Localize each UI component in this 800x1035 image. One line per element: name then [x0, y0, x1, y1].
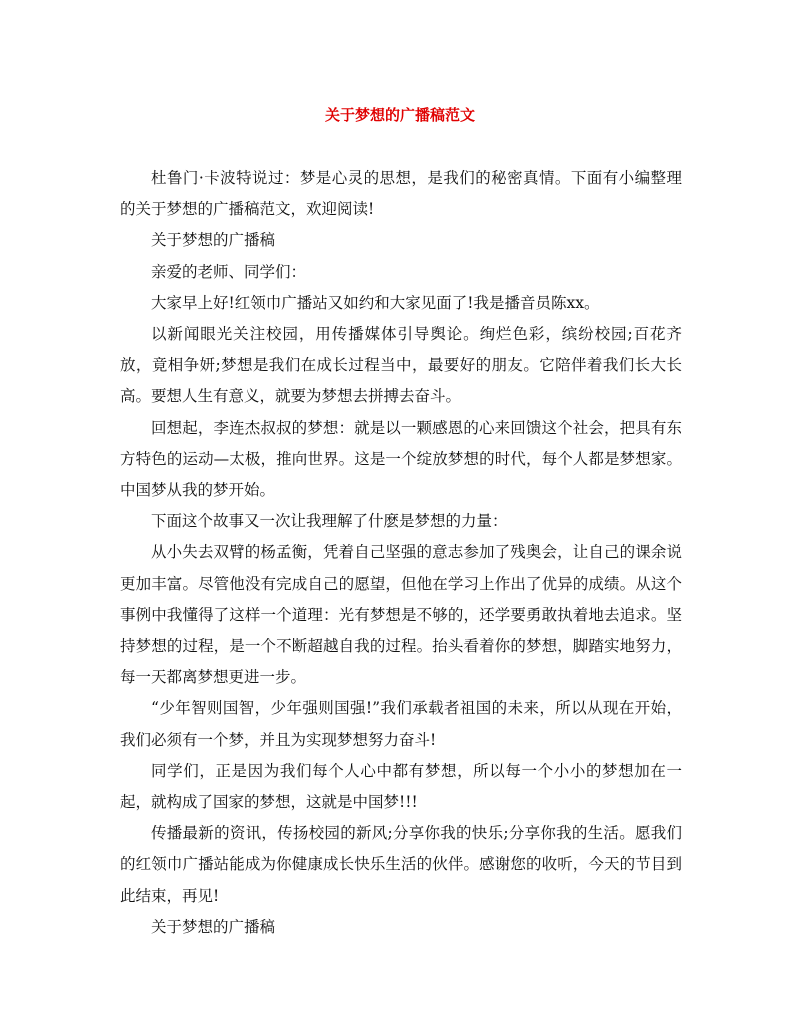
- document-title: 关于梦想的广播稿范文: [324, 106, 475, 124]
- paragraph: 关于梦想的广播稿: [151, 917, 276, 936]
- paragraph: 关于梦想的广播稿: [151, 231, 276, 250]
- paragraph: 回想起，李连杰叔叔的梦想：就是以一颗感恩的心来回馈这个社会，把具有东方特色的运动—太极，推向世界。这是一个绽放梦想的时代，每个人都是梦想家。中国梦从我的梦开始。: [120, 418, 682, 500]
- paragraph: 传播最新的资讯，传扬校园的新风;分享你我的快乐;分享你我的生活。愿我们的红领巾广播站能成为你健康成长快乐生活的伙伴。感谢您的收听，今天的节目到此结束，再见!: [120, 824, 682, 905]
- paragraph: 从小失去双臂的杨孟衡，凭着自己坚强的意志参加了残奥会，让自己的课余说更加丰富。尽管他没有完成自己的愿望，但他在学习上作出了优异的成绩。从这个事例中我懂得了这样一个道理：光有梦想是不够的，还学要勇敢执着地去追求。坚持梦想的过程，是一个不断超越自我的过程。抬头看着你的梦想，脚踏实地努力，每一天都离梦想更进一步。: [120, 543, 682, 687]
- document-body: [120, 163, 682, 943]
- paragraph: 同学们，正是因为我们每个人心中都有梦想，所以每一个小小的梦想加在一起，就构成了国家的梦想，这就是中国梦!!!: [120, 761, 682, 812]
- paragraph: 下面这个故事又一次让我理解了什麽是梦想的力量：: [151, 512, 508, 531]
- paragraph: 以新闻眼光关注校园，用传播媒体引导舆论。绚烂色彩，缤纷校园;百花齐放，竟相争妍;梦想是我们在成长过程当中，最要好的朋友。它陪伴着我们长大长高。要想人生有意义，就要为梦想去拼搏去奋斗。: [120, 325, 682, 406]
- paragraph: 大家早上好!红领巾广播站又如约和大家见面了!我是播音员陈xx。: [151, 293, 600, 312]
- paragraph: 亲爱的老师、同学们：: [151, 262, 307, 281]
- paragraph: “少年智则国智，少年强则国强!”我们承载者祖国的未来，所以从现在开始，我们必须有一个梦，并且为实现梦想努力奋斗!: [120, 699, 682, 749]
- paragraph: 杜鲁门·卡波特说过：梦是心灵的思想，是我们的秘密真情。下面有小编整理的关于梦想的广播稿范文，欢迎阅读!: [120, 169, 682, 219]
